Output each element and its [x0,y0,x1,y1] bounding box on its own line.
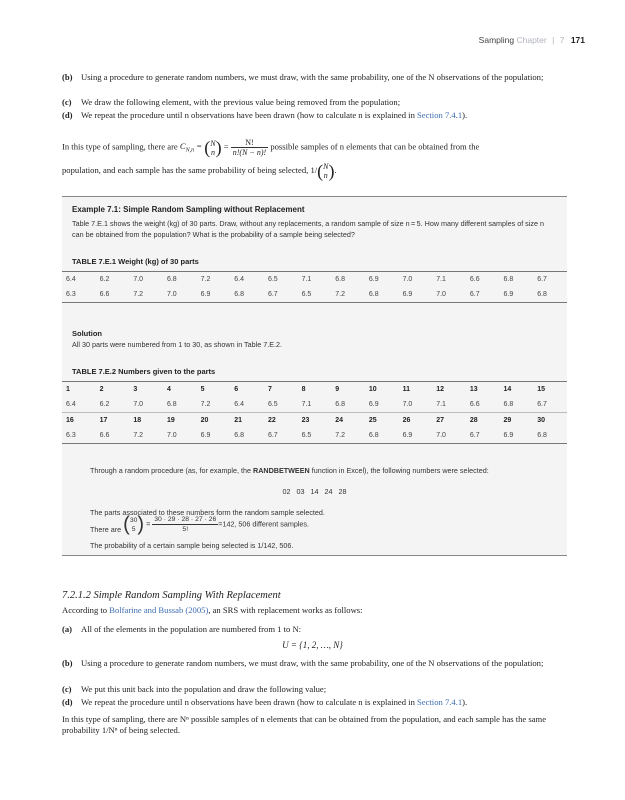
section-link[interactable]: Section 7.4.1 [417,697,463,707]
table-cell: 6.6 [96,428,130,444]
table-cell: 7.0 [163,287,197,303]
table-cell: 6.9 [197,287,231,303]
list-item-b [62,72,567,83]
solution-text: All 30 parts were numbered from 1 to 30, as shown in Table 7.E.2. [72,340,283,349]
table-cell: 7.0 [432,287,466,303]
table-cell: 6.7 [537,401,547,408]
list-label: (d) [62,110,73,120]
list-text: We repeat the procedure until n observations have been drawn (how to calculate n is explained in [81,110,418,120]
randbetween-function: RANDBETWEEN [253,466,310,475]
list-label: (b) [62,72,73,82]
example-box [62,196,567,556]
table-cell: 6.8 [331,272,365,288]
table-cell: 6.9 [365,272,399,288]
table-cell: 19 [163,413,197,429]
table-cell: 2 [96,382,130,398]
table-cell: 24 [331,413,365,429]
table-cell: 7.0 [399,272,433,288]
table-cell: 7 [264,382,298,398]
table-cell: 6.2 [99,401,110,408]
table-cell: 7.2 [331,287,365,303]
table-row [62,382,567,398]
table-cell: 6.8 [533,287,567,303]
list-label: (c) [62,97,72,107]
selected-numbers: 02 03 14 24 28 [282,487,347,496]
list-text: We draw the following element, with the previous value being removed from the population; [81,97,401,107]
table-cell: 7.2 [331,428,365,444]
table-cell: 5 [197,382,231,398]
table-cell: 6.2 [96,272,130,288]
table-cell: 6.7 [466,428,500,444]
table-cell: 6.6 [469,401,480,408]
closing-paragraph: In this type of sampling, there are Nⁿ possible samples of n elements that can be obtained from the population, and each sample has the same probability 1/Nⁿ of being selected. [62,714,547,735]
table-cell: 6.9 [399,428,433,444]
table-cell: 6.3 [62,428,96,444]
table-cell: 7.0 [163,428,197,444]
table-row [62,287,567,303]
table-cell: 6.5 [267,401,278,408]
table-cell: 6.6 [466,272,500,288]
table-cell: 6.8 [230,287,264,303]
list-text: Using a procedure to generate random numbers, we must draw, with the same probability, one of the N observations of the population; [81,72,544,82]
table-cell: 7.2 [129,428,163,444]
solution-title: Solution [72,329,102,338]
table-cell: 27 [432,413,466,429]
table-row [62,413,567,429]
table-cell: 3 [129,382,163,398]
table-cell: 6.5 [298,287,332,303]
table-cell: 7.0 [402,401,413,408]
table-cell: 11 [399,382,433,398]
table-cell: 9 [331,382,365,398]
table-cell: 6.7 [533,272,567,288]
table-cell: 6.9 [399,287,433,303]
table-cell: 26 [399,413,433,429]
table-cell: 25 [365,413,399,429]
header-divider: | [552,35,555,45]
table-cell: 18 [129,413,163,429]
table1-caption: TABLE 7.E.1 Weight (kg) of 30 parts [72,257,199,266]
table2-caption: TABLE 7.E.2 Numbers given to the parts [72,367,216,376]
table-cell: 6.7 [466,287,500,303]
table-cell: 7.2 [200,401,211,408]
example-text: Table 7.E.1 shows the weight (kg) of 30 parts. Draw, without any replacements, a random sample of size n = 5. How many different samples of size n can be obtained from the population? What is the probability of a sample being selected? [72,219,544,239]
table-cell: 6.4 [234,401,245,408]
running-header [479,35,585,45]
section-item-a: (a) All of the elements in the population are numbered from 1 to N: [62,624,302,634]
list-item-d: (d) We repeat the procedure until n observations have been drawn (how to calculate n is explained in Section 7.4.1). [62,110,468,120]
table-cell: 7.1 [298,272,332,288]
table-cell: 6.4 [230,272,264,288]
probability-line: population, and each sample has the same probability of being selected, 1/( N n ). [62,161,337,181]
section-item-d: (d) We repeat the procedure until n observations have been drawn (how to calculate n is explained in Section 7.4.1). [62,697,468,707]
table-cell: 6.3 [62,287,96,303]
set-equation: U = {1, 2, …, N} [282,640,343,650]
section-link[interactable]: Section 7.4.1 [417,110,463,120]
citation-link[interactable]: Bolfarine and Bussab (2005) [109,605,209,615]
table-cell: 6.8 [230,428,264,444]
table-cell: 17 [96,413,130,429]
table-cell: 7.0 [432,428,466,444]
random-procedure-text: Through a random procedure (as, for example, the RANDBETWEEN function in Excel), the following numbers were selected: [90,466,489,475]
page-number: 171 [570,35,585,45]
section-heading: 7.2.1.2 Simple Random Sampling With Replacement [62,590,281,601]
table-cell: 8 [298,382,332,398]
table-cell: 7.1 [436,401,446,408]
table-cell: 7.0 [129,272,163,288]
combination-paragraph: In this type of sampling, there are $C_{N,n}$ = ( N n ) = $\frac{N!}{n!(N - n)!}$ possible samples of n elements that can be obtained from the [62,137,480,158]
section-intro: According to Bolfarine and Bussab (2005), an SRS with replacement works as follows: [62,605,363,615]
probability-text: The probability of a certain sample being selected is 1/142, 506. [90,541,294,550]
table-cell: 6.8 [365,428,399,444]
example-title: Example 7.1: Simple Random Sampling without Replacement [72,205,305,214]
table-cell: 21 [230,413,264,429]
table-cell: 20 [197,413,231,429]
table-cell: 28 [466,413,500,429]
table-cell: 12 [432,382,466,398]
table-cell: 6.5 [298,428,332,444]
table-cell: 15 [533,382,567,398]
table-cell: 14 [500,382,534,398]
header-chapter-number: 7 [559,35,565,45]
table-row [62,428,567,444]
table-cell: 6.6 [96,287,130,303]
table-cell: 23 [298,413,332,429]
table-cell: 6.9 [500,287,534,303]
sample-count-formula: There are ( 30 5 ) = $\frac{30 \cdot 29 \cdot 28 \cdot 27 \cdot 26}{5!}$ =142, 506 different samples. [90,513,310,536]
table-7e1 [62,271,567,303]
table-cell: 6.8 [163,272,197,288]
table-cell: 6 [230,382,264,398]
table-cell: 30 [533,413,567,429]
table-cell: 7.1 [301,401,312,408]
parts-text: The parts associated to these numbers form the random sample selected. [90,508,325,517]
table-cell: 1 [62,382,96,398]
table-cell: 13 [466,382,500,398]
table-cell: 7.1 [432,272,466,288]
table-cell: 6.9 [197,428,231,444]
table-row [62,272,567,288]
header-chapter: Chapter [516,35,547,45]
table-cell: 7.0 [133,401,144,408]
table-cell: 22 [264,413,298,429]
table-cell: 7.2 [129,287,163,303]
section-item-c: (c) We put this unit back into the population and draw the following value; [62,684,327,694]
header-section: Sampling [478,35,515,45]
table-cell: 6.8 [335,401,345,408]
table-cell: 6.7 [264,428,298,444]
table-cell: 6.7 [264,287,298,303]
table-cell: 6.9 [368,401,379,408]
table-cell: 4 [163,382,197,398]
table-cell: 6.8 [365,287,399,303]
table-row [62,397,567,413]
table-cell: 16 [62,413,96,429]
table-cell: 6.8 [166,401,177,408]
table-7e2 [62,381,567,444]
table-cell: 6.4 [66,401,76,408]
table-cell: 6.4 [62,272,96,288]
table-cell: 6.5 [264,272,298,288]
list-item-c [62,97,567,108]
para-line2: population, and each sample has the same probability of being selected, [62,164,309,175]
table-cell: 29 [500,413,534,429]
table-cell: 6.8 [500,272,534,288]
para-text-after: possible samples of n elements that can be obtained from the [270,141,480,152]
para-text-before: In this type of sampling, there are [62,141,178,152]
table-cell: 7.2 [197,272,231,288]
table-cell: 6.8 [533,428,567,444]
section-item-b: (b) Using a procedure to generate random numbers, we must draw, with the same probability, one of the N observations of the population; [62,658,544,668]
table-cell: 6.8 [503,401,514,408]
table-cell: 10 [365,382,399,398]
table-cell: 6.9 [500,428,534,444]
